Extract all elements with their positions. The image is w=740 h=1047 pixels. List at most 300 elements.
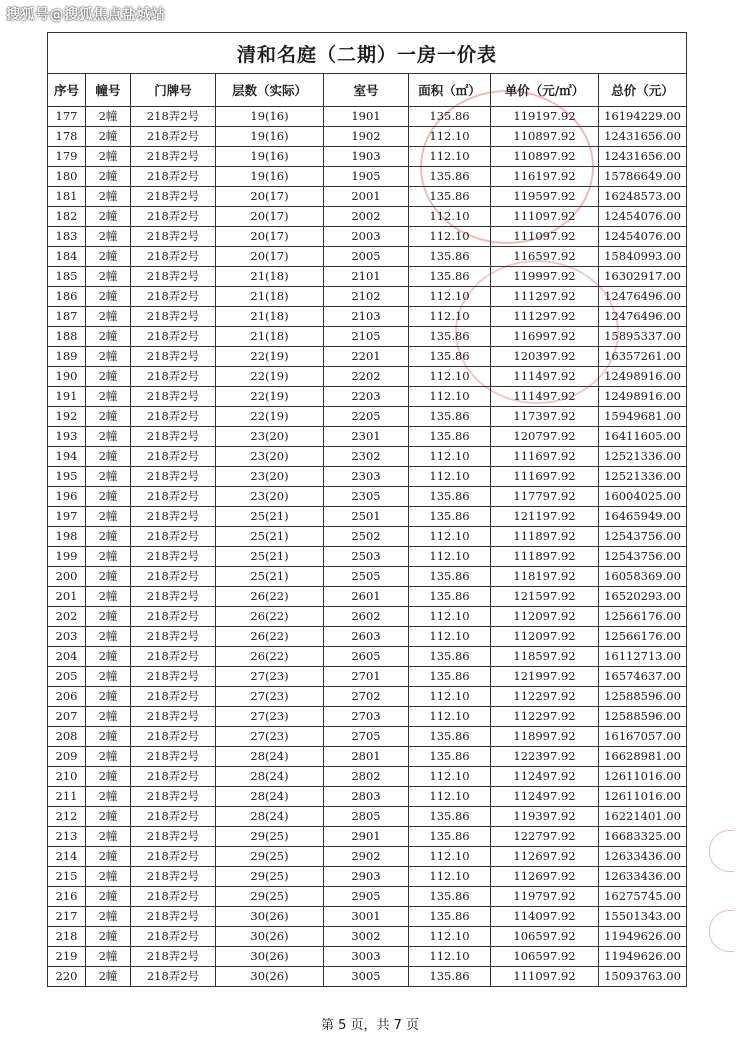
cell-col-building: 2幢 [86,747,131,767]
header-col-address: 门牌号 [131,74,216,107]
cell-col-building: 2幢 [86,387,131,407]
cell-col-total-price: 12498916.00 [599,387,687,407]
cell-col-total-price: 15949681.00 [599,407,687,427]
cell-col-room: 1901 [324,107,409,127]
cell-col-building: 2幢 [86,507,131,527]
cell-col-total-price: 12633436.00 [599,847,687,867]
cell-col-area: 112.10 [409,447,491,467]
cell-col-area: 135.86 [409,327,491,347]
cell-col-address: 218弄2号 [131,527,216,547]
cell-col-room: 2001 [324,187,409,207]
table-row [48,727,687,747]
cell-col-building: 2幢 [86,547,131,567]
cell-col-address: 218弄2号 [131,727,216,747]
cell-col-address: 218弄2号 [131,107,216,127]
cell-col-total-price: 16248573.00 [599,187,687,207]
cell-col-index: 196 [48,487,86,507]
cell-col-area: 112.10 [409,207,491,227]
cell-col-address: 218弄2号 [131,207,216,227]
cell-col-address: 218弄2号 [131,167,216,187]
cell-col-area: 112.10 [409,527,491,547]
cell-col-total-price: 16465949.00 [599,507,687,527]
cell-col-area: 135.86 [409,967,491,987]
cell-col-room: 2601 [324,587,409,607]
cell-col-address: 218弄2号 [131,907,216,927]
cell-col-room: 2702 [324,687,409,707]
table-row [48,447,687,467]
cell-col-index: 211 [48,787,86,807]
cell-col-area: 112.10 [409,767,491,787]
cell-col-building: 2幢 [86,827,131,847]
cell-col-building: 2幢 [86,287,131,307]
cell-col-total-price: 16112713.00 [599,647,687,667]
cell-col-floor: 27(23) [216,707,324,727]
cell-col-area: 112.10 [409,307,491,327]
cell-col-unit-price: 111897.92 [491,547,599,567]
cell-col-area: 112.10 [409,927,491,947]
table-row [48,467,687,487]
cell-col-address: 218弄2号 [131,427,216,447]
price-table [47,32,687,987]
cell-col-building: 2幢 [86,687,131,707]
cell-col-index: 209 [48,747,86,767]
cell-col-unit-price: 110897.92 [491,147,599,167]
cell-col-building: 2幢 [86,187,131,207]
cell-col-room: 2305 [324,487,409,507]
header-col-area: 面积（㎡） [409,74,491,107]
table-row [48,887,687,907]
cell-col-area: 135.86 [409,487,491,507]
cell-col-total-price: 12476496.00 [599,287,687,307]
cell-col-floor: 27(23) [216,687,324,707]
cell-col-total-price: 15786649.00 [599,167,687,187]
cell-col-total-price: 16302917.00 [599,267,687,287]
cell-col-address: 218弄2号 [131,887,216,907]
cell-col-floor: 22(19) [216,347,324,367]
cell-col-total-price: 12566176.00 [599,627,687,647]
cell-col-unit-price: 112497.92 [491,767,599,787]
cell-col-building: 2幢 [86,147,131,167]
cell-col-address: 218弄2号 [131,587,216,607]
cell-col-building: 2幢 [86,767,131,787]
cell-col-unit-price: 121997.92 [491,667,599,687]
cell-col-index: 184 [48,247,86,267]
cell-col-unit-price: 111697.92 [491,447,599,467]
cell-col-room: 2705 [324,727,409,747]
cell-col-unit-price: 120797.92 [491,427,599,447]
cell-col-room: 2103 [324,307,409,327]
cell-col-unit-price: 118197.92 [491,567,599,587]
cell-col-address: 218弄2号 [131,367,216,387]
cell-col-unit-price: 119797.92 [491,887,599,907]
cell-col-building: 2幢 [86,167,131,187]
cell-col-unit-price: 111097.92 [491,207,599,227]
cell-col-index: 215 [48,867,86,887]
cell-col-index: 186 [48,287,86,307]
cell-col-room: 2701 [324,667,409,687]
cell-col-building: 2幢 [86,587,131,607]
table-row [48,387,687,407]
cell-col-address: 218弄2号 [131,247,216,267]
cell-col-building: 2幢 [86,667,131,687]
cell-col-area: 135.86 [409,827,491,847]
cell-col-area: 135.86 [409,107,491,127]
cell-col-unit-price: 111697.92 [491,467,599,487]
cell-col-total-price: 11949626.00 [599,947,687,967]
cell-col-index: 200 [48,567,86,587]
cell-col-floor: 20(17) [216,227,324,247]
cell-col-room: 3002 [324,927,409,947]
cell-col-address: 218弄2号 [131,767,216,787]
cell-col-unit-price: 119597.92 [491,187,599,207]
cell-col-floor: 19(16) [216,127,324,147]
cell-col-area: 135.86 [409,727,491,747]
cell-col-total-price: 16628981.00 [599,747,687,767]
cell-col-address: 218弄2号 [131,387,216,407]
cell-col-area: 135.86 [409,667,491,687]
cell-col-area: 112.10 [409,467,491,487]
cell-col-room: 2301 [324,427,409,447]
cell-col-floor: 25(21) [216,567,324,587]
cell-col-unit-price: 111297.92 [491,307,599,327]
cell-col-building: 2幢 [86,727,131,747]
cell-col-index: 183 [48,227,86,247]
cell-col-room: 2502 [324,527,409,547]
cell-col-address: 218弄2号 [131,307,216,327]
cell-col-index: 208 [48,727,86,747]
cell-col-building: 2幢 [86,347,131,367]
cell-col-building: 2幢 [86,447,131,467]
cell-col-building: 2幢 [86,487,131,507]
cell-col-building: 2幢 [86,307,131,327]
header-col-unit-price: 单价（元/㎡） [491,74,599,107]
cell-col-address: 218弄2号 [131,447,216,467]
cell-col-building: 2幢 [86,467,131,487]
cell-col-total-price: 16275745.00 [599,887,687,907]
cell-col-index: 213 [48,827,86,847]
cell-col-index: 197 [48,507,86,527]
cell-col-area: 112.10 [409,127,491,147]
cell-col-total-price: 12431656.00 [599,127,687,147]
cell-col-unit-price: 119397.92 [491,807,599,827]
table-row [48,827,687,847]
cell-col-building: 2幢 [86,947,131,967]
cell-col-area: 135.86 [409,247,491,267]
cell-col-index: 202 [48,607,86,627]
cell-col-unit-price: 121597.92 [491,587,599,607]
cell-col-room: 2703 [324,707,409,727]
cell-col-total-price: 12521336.00 [599,467,687,487]
cell-col-address: 218弄2号 [131,467,216,487]
cell-col-unit-price: 116597.92 [491,247,599,267]
cell-col-index: 193 [48,427,86,447]
cell-col-total-price: 15501343.00 [599,907,687,927]
cell-col-floor: 28(24) [216,747,324,767]
cell-col-total-price: 12611016.00 [599,787,687,807]
seal-edge-mark [709,910,734,952]
page-footer: 第 5 页，共 7 页 [320,1018,420,1033]
cell-col-total-price: 15840993.00 [599,247,687,267]
cell-col-building: 2幢 [86,267,131,287]
cell-col-unit-price: 121197.92 [491,507,599,527]
cell-col-room: 2503 [324,547,409,567]
cell-col-unit-price: 112697.92 [491,867,599,887]
cell-col-index: 212 [48,807,86,827]
cell-col-index: 207 [48,707,86,727]
table-body [48,107,687,987]
cell-col-index: 178 [48,127,86,147]
cell-col-total-price: 15895337.00 [599,327,687,347]
cell-col-area: 135.86 [409,907,491,927]
cell-col-index: 195 [48,467,86,487]
table-row [48,547,687,567]
cell-col-floor: 30(26) [216,907,324,927]
cell-col-total-price: 16411605.00 [599,427,687,447]
cell-col-address: 218弄2号 [131,567,216,587]
header-col-index: 序号 [48,74,86,107]
table-row [48,847,687,867]
cell-col-unit-price: 111897.92 [491,527,599,547]
cell-col-unit-price: 112697.92 [491,847,599,867]
cell-col-address: 218弄2号 [131,487,216,507]
cell-col-room: 2902 [324,847,409,867]
cell-col-index: 204 [48,647,86,667]
cell-col-total-price: 16004025.00 [599,487,687,507]
cell-col-index: 214 [48,847,86,867]
cell-col-unit-price: 111097.92 [491,967,599,987]
cell-col-unit-price: 112097.92 [491,607,599,627]
table-row [48,487,687,507]
table-row [48,747,687,767]
table-row [48,667,687,687]
cell-col-building: 2幢 [86,867,131,887]
cell-col-unit-price: 117397.92 [491,407,599,427]
cell-col-floor: 26(22) [216,607,324,627]
table-row [48,947,687,967]
cell-col-area: 112.10 [409,287,491,307]
table-row [48,807,687,827]
cell-col-building: 2幢 [86,247,131,267]
table-row [48,507,687,527]
cell-col-index: 201 [48,587,86,607]
cell-col-total-price: 12498916.00 [599,367,687,387]
cell-col-address: 218弄2号 [131,407,216,427]
cell-col-room: 2802 [324,767,409,787]
cell-col-unit-price: 116997.92 [491,327,599,347]
cell-col-address: 218弄2号 [131,747,216,767]
cell-col-index: 205 [48,667,86,687]
cell-col-address: 218弄2号 [131,647,216,667]
cell-col-unit-price: 111297.92 [491,287,599,307]
cell-col-floor: 27(23) [216,667,324,687]
cell-col-building: 2幢 [86,407,131,427]
cell-col-floor: 27(23) [216,727,324,747]
cell-col-floor: 30(26) [216,947,324,967]
cell-col-floor: 26(22) [216,627,324,647]
table-row [48,247,687,267]
cell-col-room: 2603 [324,627,409,647]
cell-col-address: 218弄2号 [131,287,216,307]
cell-col-index: 191 [48,387,86,407]
cell-col-unit-price: 122397.92 [491,747,599,767]
cell-col-floor: 23(20) [216,447,324,467]
cell-col-floor: 29(25) [216,827,324,847]
cell-col-total-price: 11949626.00 [599,927,687,947]
table-row [48,367,687,387]
cell-col-building: 2幢 [86,847,131,867]
cell-col-room: 3001 [324,907,409,927]
table-row [48,347,687,367]
cell-col-unit-price: 118597.92 [491,647,599,667]
cell-col-floor: 30(26) [216,927,324,947]
cell-col-room: 2903 [324,867,409,887]
cell-col-area: 135.86 [409,347,491,367]
cell-col-room: 2202 [324,367,409,387]
cell-col-unit-price: 119197.92 [491,107,599,127]
cell-col-room: 2102 [324,287,409,307]
cell-col-room: 2803 [324,787,409,807]
cell-col-floor: 21(18) [216,287,324,307]
cell-col-unit-price: 111097.92 [491,227,599,247]
cell-col-address: 218弄2号 [131,967,216,987]
cell-col-index: 198 [48,527,86,547]
cell-col-room: 2905 [324,887,409,907]
cell-col-building: 2幢 [86,327,131,347]
cell-col-address: 218弄2号 [131,267,216,287]
cell-col-address: 218弄2号 [131,547,216,567]
cell-col-building: 2幢 [86,887,131,907]
cell-col-unit-price: 111497.92 [491,367,599,387]
header-col-floor: 层数（实际） [216,74,324,107]
watermark-text: 搜狐号@搜狐焦点盐城站 [6,7,166,23]
table-row [48,127,687,147]
cell-col-address: 218弄2号 [131,347,216,367]
cell-col-room: 2505 [324,567,409,587]
cell-col-floor: 26(22) [216,587,324,607]
table-row [48,607,687,627]
cell-col-unit-price: 119997.92 [491,267,599,287]
cell-col-area: 112.10 [409,947,491,967]
cell-col-address: 218弄2号 [131,607,216,627]
cell-col-building: 2幢 [86,427,131,447]
cell-col-index: 188 [48,327,86,347]
cell-col-index: 220 [48,967,86,987]
cell-col-building: 2幢 [86,907,131,927]
cell-col-floor: 22(19) [216,367,324,387]
cell-col-room: 2205 [324,407,409,427]
cell-col-total-price: 12543756.00 [599,527,687,547]
cell-col-address: 218弄2号 [131,627,216,647]
cell-col-floor: 21(18) [216,267,324,287]
cell-col-total-price: 12543756.00 [599,547,687,567]
header-col-room: 室号 [324,74,409,107]
cell-col-floor: 20(17) [216,247,324,267]
table-row [48,167,687,187]
cell-col-floor: 22(19) [216,407,324,427]
cell-col-unit-price: 106597.92 [491,927,599,947]
cell-col-area: 112.10 [409,607,491,627]
cell-col-address: 218弄2号 [131,187,216,207]
cell-col-index: 199 [48,547,86,567]
cell-col-unit-price: 112097.92 [491,627,599,647]
cell-col-unit-price: 111497.92 [491,387,599,407]
cell-col-floor: 19(16) [216,147,324,167]
cell-col-address: 218弄2号 [131,847,216,867]
cell-col-area: 135.86 [409,647,491,667]
cell-col-area: 112.10 [409,387,491,407]
cell-col-floor: 29(25) [216,847,324,867]
cell-col-area: 135.86 [409,567,491,587]
cell-col-unit-price: 122797.92 [491,827,599,847]
cell-col-room: 2101 [324,267,409,287]
cell-col-floor: 25(21) [216,527,324,547]
cell-col-area: 112.10 [409,627,491,647]
cell-col-total-price: 12476496.00 [599,307,687,327]
cell-col-total-price: 16167057.00 [599,727,687,747]
cell-col-total-price: 16194229.00 [599,107,687,127]
cell-col-total-price: 12633436.00 [599,867,687,887]
cell-col-floor: 19(16) [216,107,324,127]
cell-col-floor: 21(18) [216,307,324,327]
cell-col-area: 135.86 [409,427,491,447]
table-row [48,687,687,707]
cell-col-area: 112.10 [409,787,491,807]
header-col-total-price: 总价（元） [599,74,687,107]
cell-col-address: 218弄2号 [131,867,216,887]
cell-col-index: 181 [48,187,86,207]
cell-col-room: 2801 [324,747,409,767]
cell-col-total-price: 16221401.00 [599,807,687,827]
cell-col-floor: 23(20) [216,427,324,447]
table-row [48,427,687,447]
cell-col-floor: 29(25) [216,867,324,887]
table-row [48,107,687,127]
cell-col-total-price: 16520293.00 [599,587,687,607]
cell-col-building: 2幢 [86,207,131,227]
cell-col-room: 1903 [324,147,409,167]
cell-col-floor: 23(20) [216,467,324,487]
table-row [48,287,687,307]
cell-col-address: 218弄2号 [131,127,216,147]
cell-col-building: 2幢 [86,647,131,667]
cell-col-address: 218弄2号 [131,147,216,167]
cell-col-area: 112.10 [409,547,491,567]
cell-col-building: 2幢 [86,227,131,247]
cell-col-area: 135.86 [409,807,491,827]
header-col-building: 幢号 [86,74,131,107]
cell-col-index: 180 [48,167,86,187]
cell-col-building: 2幢 [86,967,131,987]
cell-col-unit-price: 112297.92 [491,707,599,727]
cell-col-area: 135.86 [409,587,491,607]
cell-col-unit-price: 114097.92 [491,907,599,927]
cell-col-address: 218弄2号 [131,807,216,827]
table-row [48,527,687,547]
cell-col-total-price: 12454076.00 [599,207,687,227]
cell-col-area: 135.86 [409,187,491,207]
table-header-row [48,74,687,107]
cell-col-floor: 28(24) [216,767,324,787]
cell-col-total-price: 12588596.00 [599,707,687,727]
cell-col-room: 3003 [324,947,409,967]
cell-col-building: 2幢 [86,927,131,947]
cell-col-index: 189 [48,347,86,367]
cell-col-index: 217 [48,907,86,927]
cell-col-total-price: 12521336.00 [599,447,687,467]
table-row [48,227,687,247]
cell-col-index: 190 [48,367,86,387]
cell-col-room: 2201 [324,347,409,367]
